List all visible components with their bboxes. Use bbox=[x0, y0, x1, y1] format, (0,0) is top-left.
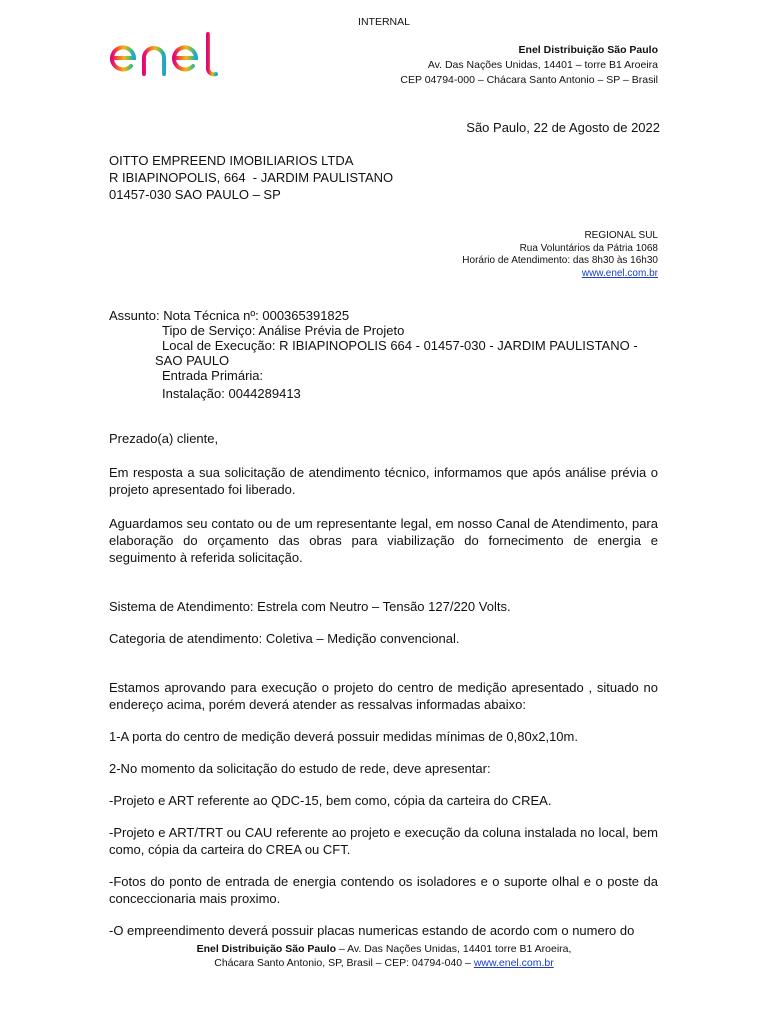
paragraph-art-qdc: -Projeto e ART referente ao QDC-15, bem como, cópia da carteira do CREA. bbox=[109, 793, 552, 808]
regional-address: Rua Voluntários da Pátria 1068 bbox=[519, 242, 658, 254]
primary-entry: Entrada Primária: bbox=[162, 368, 264, 383]
regional-hours: Horário de Atendimento: das 8h30 às 16h30 bbox=[462, 255, 658, 266]
enel-logo bbox=[108, 28, 233, 83]
paragraph-art-column: -Projeto e ART/TRT ou CAU referente ao projeto e execução da coluna instalada no local, bem como, cópia da carteira do CREA ou CFT. bbox=[109, 825, 658, 857]
paragraph-numeric-plates: -O empreendimento deverá possuir placas numericas estando de acordo com o numero do bbox=[109, 923, 635, 938]
execution-location-cont: SAO PAULO bbox=[155, 353, 230, 368]
recipient-city: 01457-030 SAO PAULO – SP bbox=[109, 187, 281, 202]
company-address-line2: CEP 04794-000 – Chácara Santo Antonio – SP – Brasil bbox=[400, 74, 658, 86]
letter-date: São Paulo, 22 de Agosto de 2022 bbox=[466, 120, 660, 135]
company-name: Enel Distribuição São Paulo bbox=[518, 44, 658, 56]
paragraph-photos: -Fotos do ponto de entrada de energia contendo os isoladores e o suporte olhal e o poste da conceccionaria mais proximo. bbox=[109, 874, 658, 906]
classification-label: INTERNAL bbox=[358, 16, 410, 28]
paragraph-response: Em resposta a sua solicitação de atendimento técnico, informamos que após análise prévia o projeto apresentado foi liberado. bbox=[109, 465, 658, 497]
enel-logo-graphic bbox=[108, 28, 233, 78]
paragraph-category: Categoria de atendimento: Coletiva – Medição convencional. bbox=[109, 631, 460, 646]
footer-address-line1: – Av. Das Nações Unidas, 14401 torre B1 Aroeira, bbox=[336, 943, 572, 955]
subject-block bbox=[109, 308, 659, 401]
company-header bbox=[400, 43, 658, 88]
letter-body bbox=[109, 430, 658, 939]
paragraph-network-study: 2-No momento da solicitação do estudo de rede, deve apresentar: bbox=[109, 761, 491, 776]
recipient-name: OITTO EMPREEND IMOBILIARIOS LTDA bbox=[109, 153, 354, 168]
regional-website-link[interactable]: www.enel.com.br bbox=[581, 267, 658, 279]
paragraph-system: Sistema de Atendimento: Estrela com Neutro – Tensão 127/220 Volts. bbox=[109, 599, 511, 614]
recipient-street: R IBIAPINOPOLIS, 664 - JARDIM PAULISTANO bbox=[109, 170, 394, 185]
service-type: Tipo de Serviço: Análise Prévia de Projeto bbox=[162, 323, 405, 338]
paragraph-approval: Estamos aprovando para execução o projeto do centro de medição apresentado , situado no endereço acima, porém deverá atender as ressalvas informadas abaixo: bbox=[109, 680, 658, 712]
recipient-block bbox=[109, 152, 393, 203]
subject-title: Assunto: Nota Técnica nº: 000365391825 bbox=[109, 308, 350, 323]
company-address-line1: Av. Das Nações Unidas, 14401 – torre B1 Aroeira bbox=[427, 59, 658, 71]
paragraph-contact: Aguardamos seu contato ou de um representante legal, em nosso Canal de Atendimento, para elaboração do orçamento das obras para viabilização do fornecimento de energia e seguimento à referida solicitação. bbox=[109, 516, 658, 565]
regional-name: REGIONAL SUL bbox=[584, 230, 658, 241]
footer-district: Chácara Santo Antonio bbox=[214, 957, 323, 969]
installation-number: Instalação: 0044289413 bbox=[162, 386, 301, 401]
footer-address-line2: , SP, Brasil – CEP: 04794-040 – bbox=[322, 957, 474, 969]
greeting: Prezado(a) cliente, bbox=[109, 431, 219, 446]
execution-location: Local de Execução: R IBIAPINOPOLIS 664 - 01457-030 - JARDIM PAULISTANO - bbox=[162, 338, 638, 353]
footer-website-link[interactable]: www.enel.com.br bbox=[473, 957, 554, 969]
footer-company: Enel Distribuição São Paulo bbox=[196, 943, 337, 955]
regional-block bbox=[462, 230, 658, 280]
paragraph-door: 1-A porta do centro de medição deverá possuir medidas mínimas de 0,80x2,10m. bbox=[109, 729, 578, 744]
page-footer bbox=[0, 942, 768, 970]
